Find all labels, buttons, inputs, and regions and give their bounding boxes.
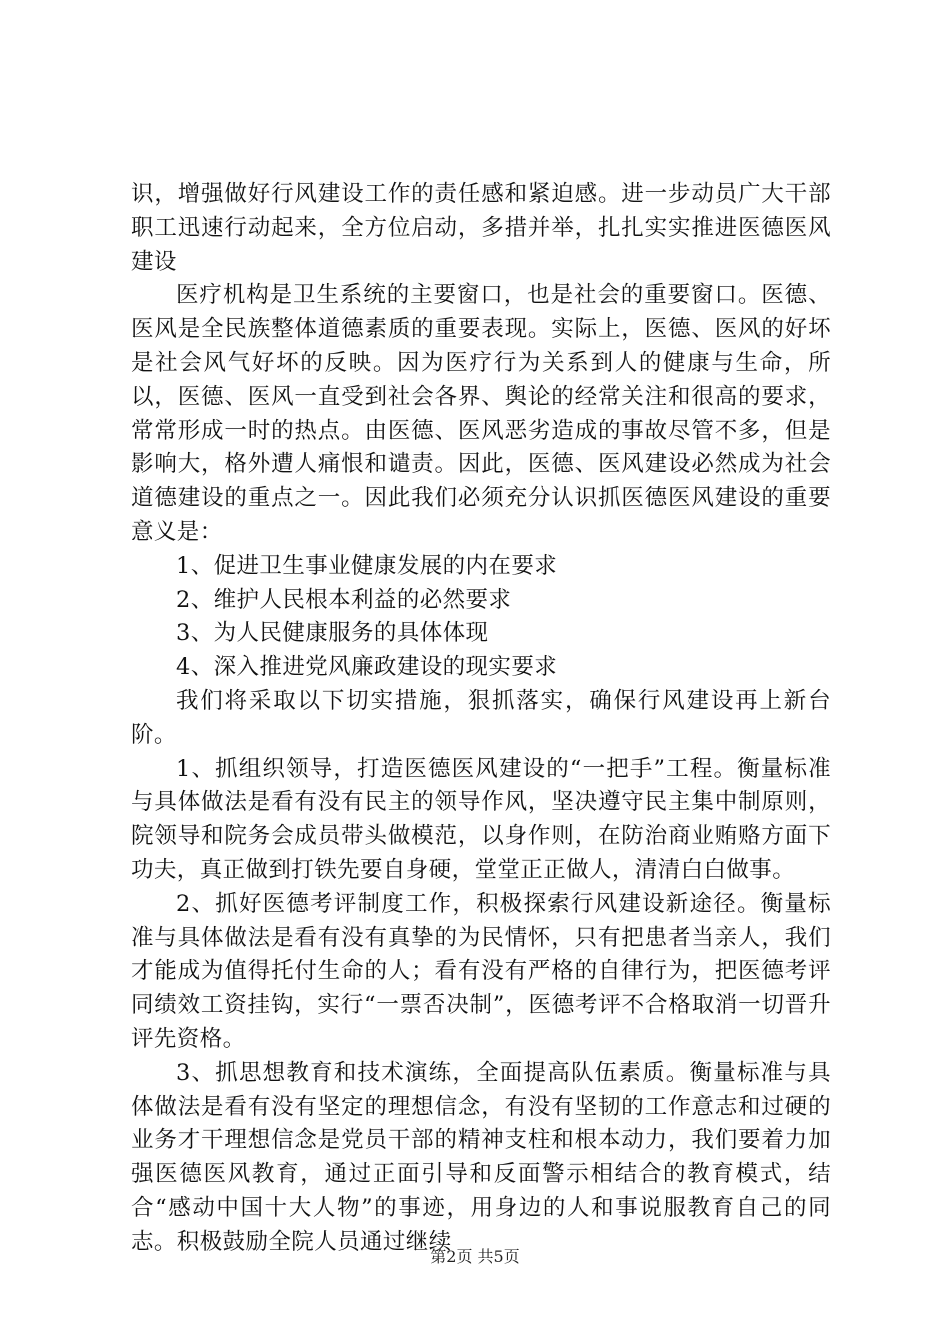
list-item-significance-3: 3、为人民健康服务的具体体现 bbox=[176, 620, 489, 647]
list-item-significance-2: 2、维护人民根本利益的必然要求 bbox=[176, 586, 512, 613]
paragraph-continuation: 识，增强做好行风建设工作的责任感和紧迫感。进一步动员广大干部职工迅速行动起来，全方位启动，多措并举，扎扎实实推进医德医风建设 bbox=[131, 181, 831, 275]
list-item-significance-1: 1、促进卫生事业健康发展的内在要求 bbox=[176, 552, 558, 579]
paragraph-measure-1: 1、抓组织领导，打造医德医风建设的“一把手”工程。衡量标准与具体做法是看有没有民主的领导作风，坚决遵守民主集中制原则，院领导和院务会成员带头做模范，以身作则，在防治商业贿赂方面下功夫，真正做到打铁先要自身硬，堂堂正正做人，清清白白做事。 bbox=[131, 755, 831, 883]
document-body bbox=[131, 178, 831, 1260]
list-item-significance-4: 4、深入推进党风廉政建设的现实要求 bbox=[176, 654, 558, 681]
paragraph-medical-institutions: 医疗机构是卫生系统的主要窗口，也是社会的重要窗口。医德、医风是全民族整体道德素质的重要表现。实际上，医德、医风的好坏是社会风气好坏的反映。因为医疗行为关系到人的健康与生命，所以，医德、医风一直受到社会各界、舆论的经常关注和很高的要求，常常形成一时的热点。由医德、医风恶劣造成的事故尽管不多，但是影响大，格外遭人痛恨和谴责。因此，医德、医风建设必然成为社会道德建设的重点之一。因此我们必须充分认识抓医德医风建设的重要意义是： bbox=[131, 282, 831, 545]
paragraph-measures-intro: 我们将采取以下切实措施，狠抓落实，确保行风建设再上新台阶。 bbox=[131, 687, 831, 748]
paragraph-measure-3: 3、抓思想教育和技术演练，全面提高队伍素质。衡量标准与具体做法是看有没有坚定的理想信念，有没有坚韧的工作意志和过硬的业务才干理想信念是党员干部的精神支柱和根本动力，我们要着力加强医德医风教育，通过正面引导和反面警示相结合的教育模式，结合“感动中国十大人物”的事迹，用身边的人和事说服教育自己的同志。积极鼓励全院人员通过继续 bbox=[131, 1059, 831, 1255]
paragraph-measure-2: 2、抓好医德考评制度工作，积极探索行风建设新途径。衡量标准与具体做法是看有没有真挚的为民情怀，只有把患者当亲人，我们才能成为值得托付生命的人；看有没有严格的自律行为，把医德考评同绩效工资挂钩，实行“一票否决制”，医德考评不合格取消一切晋升评先资格。 bbox=[131, 890, 831, 1052]
page-number-footer: 第2页 共5页 bbox=[430, 1247, 520, 1266]
